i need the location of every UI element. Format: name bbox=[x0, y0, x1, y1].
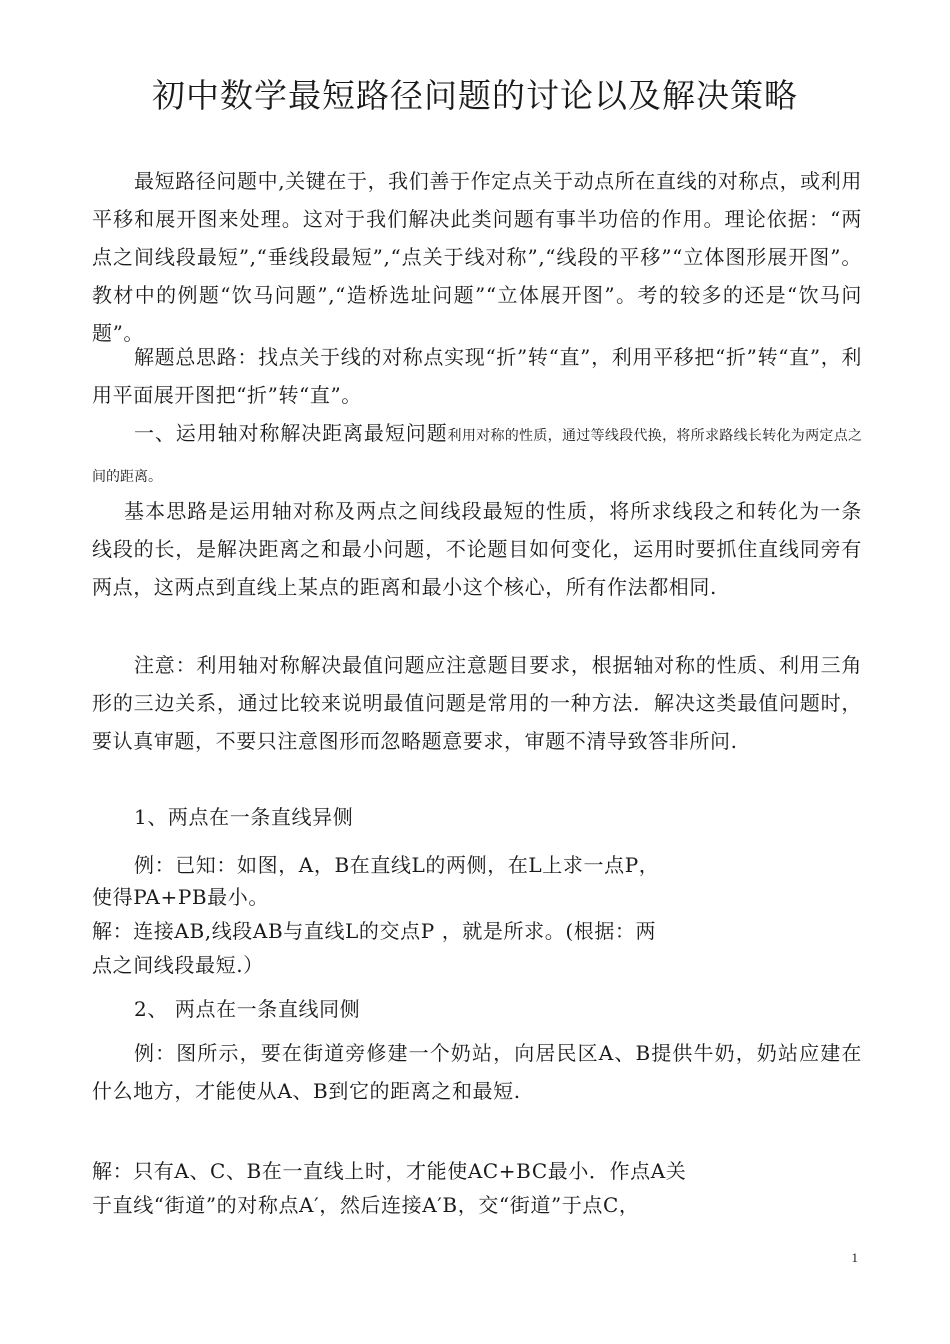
case2-solution-line1: 解：只有A、C、B在一直线上时，才能使AC+BC最小．作点A关 bbox=[92, 1159, 687, 1183]
case2-solution-line2: 于直线“街道”的对称点A′，然后连接A′B，交“街道”于点C， bbox=[92, 1193, 640, 1217]
attention-paragraph: 注意：利用轴对称解决最值问题应注意题目要求，根据轴对称的性质、利用三角形的三边关系，通过比较来说明最值问题是常用的一种方法．解决这类最值问题时，要认真审题，不要只注意图形而忽略题意要求，审题不清导致答非所问. bbox=[92, 653, 862, 753]
case2-example-paragraph: 例：图所示，要在街道旁修建一个奶站，向居民区A、B提供牛奶，奶站应建在什么地方，才能使从A、B到它的距离之和最短. bbox=[92, 1041, 862, 1103]
case2-heading: 2、 两点在一条直线同侧 bbox=[134, 997, 361, 1021]
section1-block bbox=[92, 414, 862, 496]
case1-solution-line2: 点之间线段最短.） bbox=[92, 953, 264, 977]
case1-heading: 1、两点在一条直线异侧 bbox=[134, 805, 354, 829]
case1-example-line1: 例：已知：如图，A，B在直线L的两侧，在L上求一点P， bbox=[134, 853, 660, 877]
page-number: 1 bbox=[851, 1250, 858, 1265]
document-title: 初中数学最短路径问题的讨论以及解决策略 bbox=[152, 76, 798, 115]
case1-example-line2: 使得PA+PB最小。 bbox=[92, 885, 269, 909]
section1-note: 利用对称的性质，通过等线段代换，将所求路线长转化为两定点之间的距离。 bbox=[92, 428, 863, 485]
approach-paragraph: 解题总思路：找点关于线的对称点实现“折”转“直”，利用平移把“折”转“直”，利用平面展开图把“折”转“直”。 bbox=[92, 345, 862, 407]
case1-solution-line1: 解：连接AB,线段AB与直线L的交点P ，就是所求。(根据：两 bbox=[92, 919, 657, 943]
basic-idea-paragraph: 基本思路是运用轴对称及两点之间线段最短的性质，将所求线段之和转化为一条线段的长，是解决距离之和最小问题，不论题目如何变化，运用时要抓住直线同旁有两点，这两点到直线上某点的距离和最小这个核心，所有作法都相同. bbox=[92, 499, 862, 599]
intro-paragraph: 最短路径问题中,关键在于，我们善于作定点关于动点所在直线的对称点，或利用平移和展开图来处理。这对于我们解决此类问题有事半功倍的作用。理论依据：“两点之间线段最短”,“垂线段最短”,“点关于线对称”,“线段的平移”“立体图形展开图”。教材中的例题“饮马问题”,“造桥选址问题”“立体展开图”。考的较多的还是“饮马问题”。 bbox=[92, 169, 862, 345]
section1-heading: 一、运用轴对称解决距离最短问题 bbox=[134, 421, 448, 445]
